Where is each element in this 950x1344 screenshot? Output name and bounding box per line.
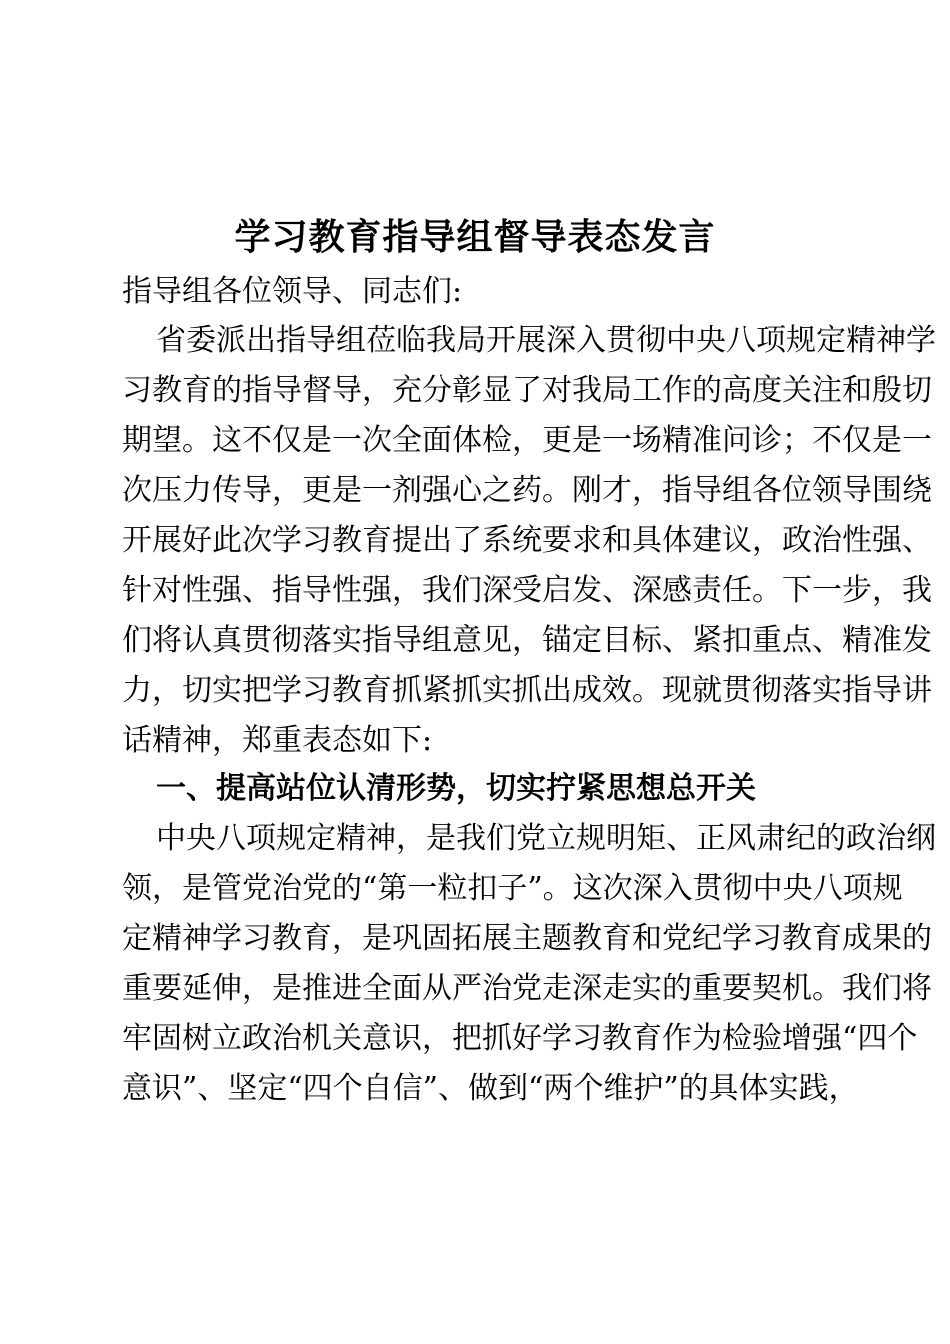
paragraph-line: 们将认真贯彻落实指导组意见，锚定目标、紧扣重点、精准发	[122, 623, 932, 658]
paragraph-line: 期望。这不仅是一次全面体检，更是一场精准问诊；不仅是一	[122, 423, 932, 458]
paragraph-line: 中央八项规定精神，是我们党立规明矩、正风肃纪的政治纲	[156, 821, 936, 856]
paragraph-line: 话精神，郑重表态如下:	[122, 723, 433, 758]
paragraph-line: 开展好此次学习教育提出了系统要求和具体建议，政治性强、	[122, 523, 932, 558]
paragraph-line: 力，切实把学习教育抓紧抓实抓出成效。现就贯彻落实指导讲	[122, 673, 932, 708]
paragraph-line: 牢固树立政治机关意识，把抓好学习教育作为检验增强“四个	[122, 1021, 918, 1056]
paragraph-line: 省委派出指导组莅临我局开展深入贯彻中央八项规定精神学	[156, 323, 936, 358]
salutation: 指导组各位领导、同志们:	[122, 274, 463, 309]
paragraph-line: 领，是管党治党的“第一粒扣子”。这次深入贯彻中央八项规	[122, 871, 903, 906]
paragraph-line: 意识”、坚定“四个自信”、做到“两个维护”的具体实践，	[122, 1071, 859, 1106]
paragraph-line: 定精神学习教育，是巩固拓展主题教育和党纪学习教育成果的	[122, 921, 932, 956]
paragraph-line: 习教育的指导督导，充分彰显了对我局工作的高度关注和殷切	[122, 373, 932, 408]
document-title: 学习教育指导组督导表态发言	[234, 216, 716, 258]
section-heading: 一、提高站位认清形势，切实拧紧思想总开关	[156, 771, 756, 806]
paragraph-line: 重要延伸，是推进全面从严治党走深走实的重要契机。我们将	[122, 971, 932, 1006]
paragraph-line: 次压力传导，更是一剂强心之药。刚才，指导组各位领导围绕	[122, 473, 932, 508]
paragraph-line: 针对性强、指导性强，我们深受启发、深感责任。下一步，我	[122, 573, 932, 608]
